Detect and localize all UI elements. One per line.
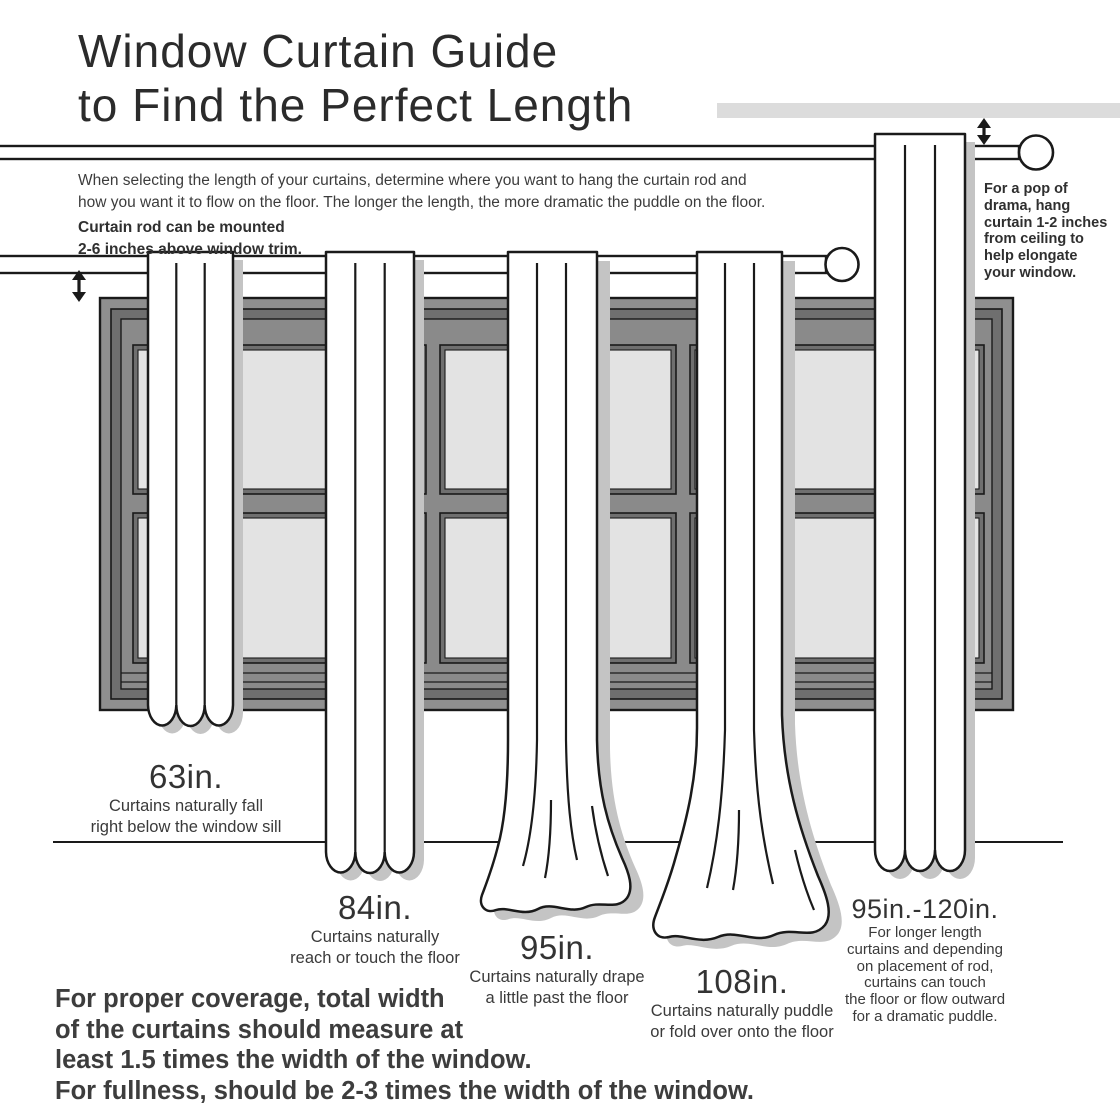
ceiling-tip-line: For a pop of bbox=[984, 181, 1068, 197]
measure-arrow-trim-icon bbox=[72, 270, 86, 302]
desc-line: reach or touch the floor bbox=[290, 949, 460, 967]
desc-95-120in bbox=[765, 925, 1085, 1026]
desc-line: a little past the floor bbox=[485, 989, 629, 1007]
title-line2: to Find the Perfect Length bbox=[78, 79, 634, 131]
length-63in: 63in. bbox=[148, 758, 224, 795]
length-95-120in: 95in.-120in. bbox=[851, 894, 999, 924]
desc-63in bbox=[26, 796, 346, 838]
rod-note-line1: Curtain rod can be mounted bbox=[78, 219, 285, 236]
desc-line: curtains can touch bbox=[864, 974, 986, 992]
ceiling-bar bbox=[717, 103, 1120, 118]
coverage-note bbox=[55, 984, 754, 1106]
rod-finial-upper-icon bbox=[1019, 136, 1053, 170]
rod-finial-lower-icon bbox=[826, 248, 859, 281]
ceiling-tip-line: from ceiling to bbox=[984, 231, 1084, 248]
measure-arrow-ceiling-icon bbox=[977, 118, 991, 145]
ceiling-hang-tip bbox=[984, 181, 1107, 282]
intro-line2: how you want it to flow on the floor. The longer the length, the more dramatic the puddle on the floor. bbox=[78, 193, 766, 211]
desc-line: Curtains naturally bbox=[310, 928, 440, 946]
desc-line: For longer length bbox=[868, 924, 982, 941]
coverage-line: For fullness, should be 2-3 times the width of the window. bbox=[55, 1076, 754, 1105]
desc-line: or fold over onto the floor bbox=[650, 1023, 834, 1041]
coverage-line: For proper coverage, total width bbox=[55, 985, 445, 1013]
label-95-120in bbox=[765, 894, 1085, 1026]
desc-line: Curtains naturally puddle bbox=[650, 1002, 834, 1020]
ceiling-tip-line: curtain 1-2 inches bbox=[984, 214, 1108, 231]
length-95in: 95in. bbox=[519, 929, 595, 966]
curtain-95-120in-shape bbox=[875, 134, 975, 879]
ceiling-tip-line: help elongate bbox=[984, 248, 1078, 265]
label-63in bbox=[26, 758, 346, 838]
page-title bbox=[78, 24, 633, 132]
title-line1: Window Curtain Guide bbox=[78, 25, 559, 77]
coverage-line: least 1.5 times the width of the window. bbox=[55, 1046, 532, 1074]
desc-line: on placement of rod, bbox=[856, 957, 994, 975]
intro-paragraph bbox=[78, 170, 765, 213]
coverage-line: of the curtains should measure at bbox=[55, 1015, 464, 1044]
desc-line: the floor or flow outward bbox=[844, 991, 1006, 1009]
rod-mount-note bbox=[78, 217, 302, 260]
length-108in: 108in. bbox=[695, 963, 789, 1000]
desc-line: for a dramatic puddle. bbox=[852, 1007, 998, 1025]
desc-line: Curtains naturally drape bbox=[469, 968, 645, 986]
curtain-63in-shape bbox=[148, 252, 243, 734]
desc-line: Curtains naturally fall bbox=[108, 797, 264, 815]
rod-note-line2: 2-6 inches above window trim. bbox=[78, 240, 302, 258]
intro-line1: When selecting the length of your curtains, determine where you want to hang the curtain rod and bbox=[78, 172, 747, 189]
ceiling-tip-line: your window. bbox=[984, 264, 1077, 281]
desc-line: right below the window sill bbox=[90, 818, 282, 836]
ceiling-tip-line: drama, hang bbox=[984, 197, 1071, 214]
desc-line: curtains and depending bbox=[847, 940, 1003, 958]
length-84in: 84in. bbox=[337, 889, 413, 926]
